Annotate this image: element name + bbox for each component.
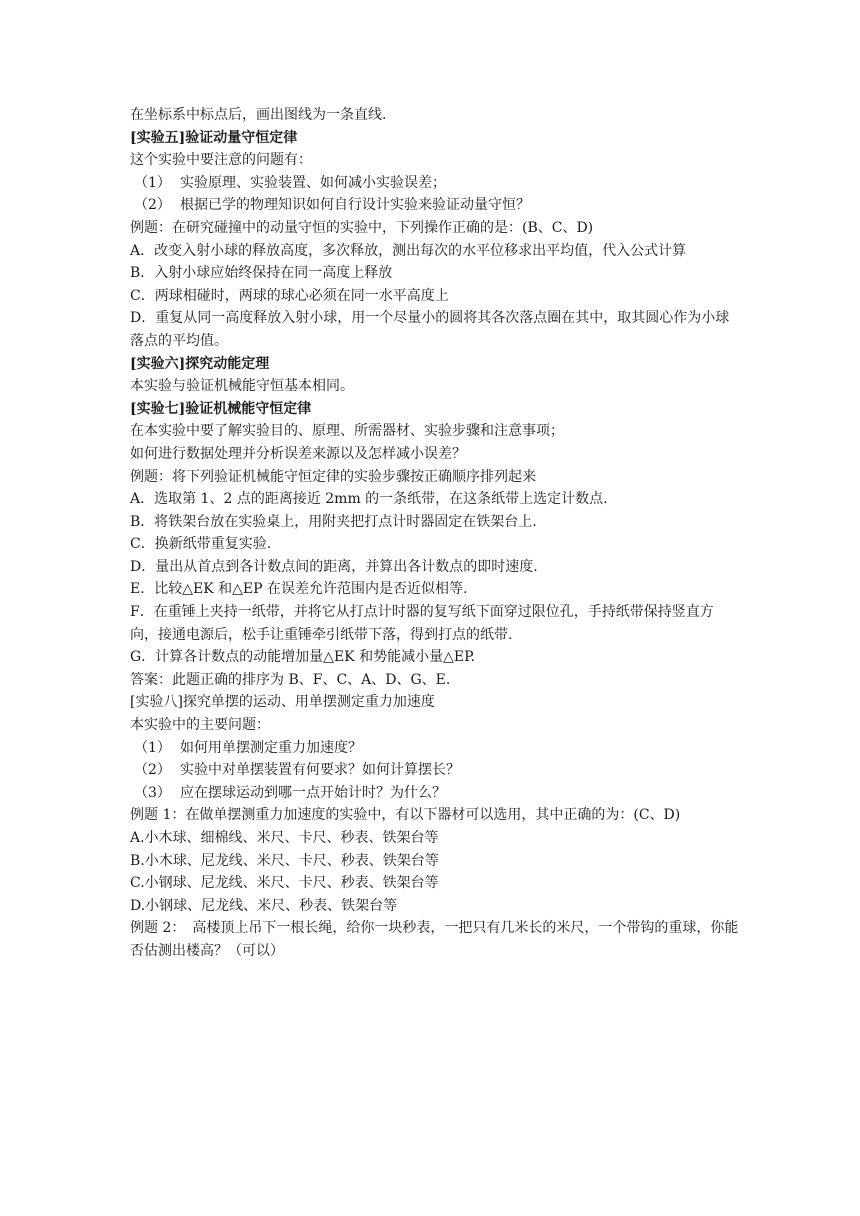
- point-text: 根据已学的物理知识如何自行设计实验来验证动量守恒？: [180, 197, 530, 214]
- exp8-lead: 本实验中的主要问题：: [130, 717, 270, 734]
- exp7-step: E．比较△EK 和△EP 在误差允许范围内是否近似相等.: [130, 581, 468, 598]
- intro-text: 在坐标系中标点后，画出图线为一条直线.: [130, 107, 387, 123]
- exp5-point: [130, 194, 740, 217]
- exp5-example: 例题：在研究碰撞中的动量守恒的实验中，下列操作正确的是：(B、C、D): [130, 219, 594, 236]
- point-text: 实验原理、实验装置、如何减小实验误差；: [180, 174, 446, 191]
- point-number: （2）: [134, 197, 171, 214]
- exp5-point: [130, 172, 740, 195]
- point-text: 如何用单摆测定重力加速度？: [180, 739, 362, 756]
- exp8-example1: 例题 1：在做单摆测重力加速度的实验中，有以下器材可以选用，其中正确的为：(C、D): [130, 807, 681, 824]
- point-number: （1）: [134, 174, 171, 191]
- exp7-step: A．选取第 1、2 点的距离接近 2mm 的一条纸带，在这条纸带上选定计数点.: [130, 491, 608, 508]
- exp8-heading: [实验八]探究单摆的运动、用单摆测定重力加速度: [130, 694, 435, 711]
- exp8-point: [130, 759, 740, 782]
- exp7-line: 在本实验中要了解实验目的、原理、所需器材、实验步骤和注意事项；: [130, 423, 564, 440]
- exp8-point: [130, 737, 740, 760]
- exp5-lead: 这个实验中要注意的问题有：: [130, 152, 312, 169]
- exp5-option: C．两球相碰时，两球的球心必须在同一水平高度上: [130, 287, 449, 304]
- exp7-step: F．在重锤上夹持一纸带，并将它从打点计时器的复写纸下面穿过限位孔，手持纸带保持竖直方向，接通电源后，松手让重锤牵引纸带下落，得到打点的纸带.: [130, 604, 714, 643]
- exp8-option: C.小钢球、尼龙线、米尺、卡尺、秒表、铁架台等: [130, 875, 439, 892]
- exp7-answer: 答案：此题正确的排序为 B、F、C、A、D、G、E.: [130, 671, 451, 688]
- exp7-heading: [实验七]验证机械能守恒定律: [130, 400, 312, 417]
- exp7-step: G．计算各计数点的动能增加量△EK 和势能减小量△EP.: [130, 649, 476, 666]
- exp7-line: 如何进行数据处理并分析误差来源以及怎样减小误差？: [130, 445, 466, 462]
- exp6-text: 本实验与验证机械能守恒基本相同。: [130, 378, 354, 395]
- point-number: （3）: [134, 784, 171, 801]
- exp8-point: [130, 782, 740, 805]
- point-text: 应在摆球运动到哪一点开始计时？为什么？: [180, 784, 446, 801]
- exp8-example2: 例题 2： 高楼顶上吊下一根长绳，给你一块秒表，一把只有几米长的米尺，一个带钩的重球，你能否估测出楼高？（可以）: [130, 920, 739, 959]
- exp5-option: A．改变入射小球的释放高度，多次释放，测出每次的水平位移求出平均值，代入公式计算: [130, 242, 687, 259]
- document-body: [130, 104, 740, 963]
- exp5-option: B．入射小球应始终保持在同一高度上释放: [130, 265, 393, 282]
- exp8-option: D.小钢球、尼龙线、米尺、秒表、铁架台等: [130, 897, 398, 914]
- exp7-step: B．将铁架台放在实验桌上，用附夹把打点计时器固定在铁架台上.: [130, 513, 537, 530]
- point-number: （1）: [134, 739, 171, 756]
- exp7-step: C．换新纸带重复实验.: [130, 536, 272, 553]
- point-number: （2）: [134, 762, 171, 779]
- exp8-option: A.小木球、细棉线、米尺、卡尺、秒表、铁架台等: [130, 830, 439, 846]
- exp5-heading: [实验五]验证动量守恒定律: [130, 129, 298, 146]
- exp8-option: B.小木球、尼龙线、米尺、卡尺、秒表、铁架台等: [130, 852, 439, 869]
- exp6-heading: [实验六]探究动能定理: [130, 355, 270, 372]
- point-text: 实验中对单摆装置有何要求？如何计算摆长？: [180, 762, 460, 779]
- exp7-line: 例题：将下列验证机械能守恒定律的实验步骤按正确顺序排列起来: [130, 468, 536, 485]
- exp7-step: D．量出从首点到各计数点间的距离，并算出各计数点的即时速度.: [130, 558, 538, 575]
- exp5-option: D．重复从同一高度释放入射小球，用一个尽量小的圆将其各次落点圈在其中，取其圆心作为小球落点的平均值。: [130, 310, 730, 349]
